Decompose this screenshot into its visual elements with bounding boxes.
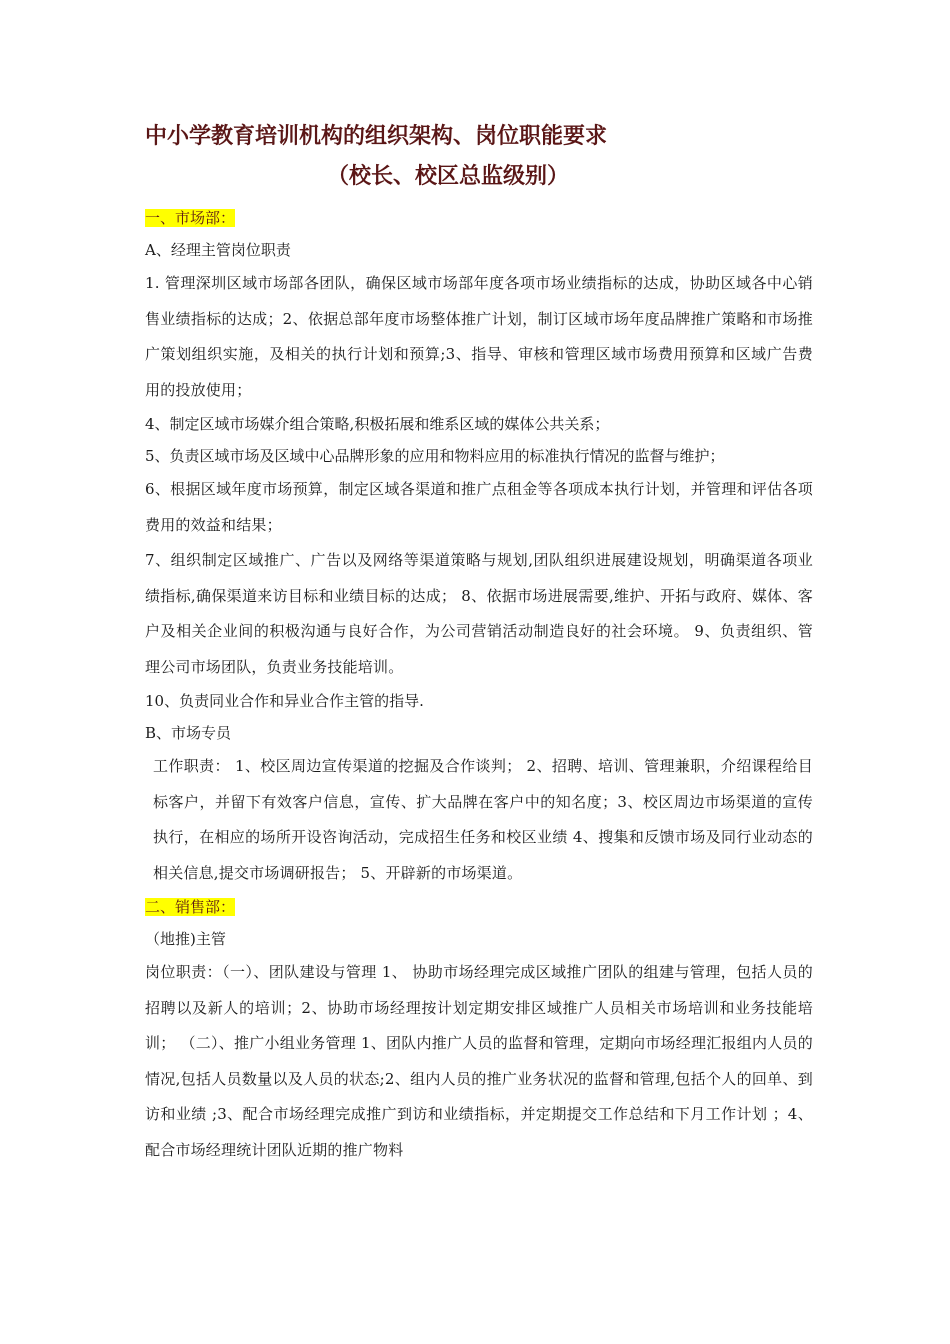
paragraph-specialist-duties: 工作职责： 1、校区周边宣传渠道的挖掘及合作谈判； 2、招聘、培训、管理兼职，介绍课程给目标客户，并留下有效客户信息，宣传、扩大品牌在客户中的知名度；3、校区周边市场渠道的宣传执行，在相应的场所开设咨询活动，完成招生任务和校区业绩 4、搜集和反馈市场及同行业动态的相关信息,提交市场调研报告； 5、开辟新的市场渠道。 <box>153 757 813 882</box>
document-subtitle: （校长、校区总监级别） <box>327 164 570 189</box>
document-page <box>145 118 813 1168</box>
subsection-title-manager: A、经理主管岗位职责 <box>145 241 291 259</box>
paragraph-duty-4: 4、制定区域市场媒介组合策略,积极拓展和维系区域的媒体公共关系； <box>145 415 610 433</box>
section-heading-marketing <box>145 202 813 234</box>
section-heading-sales <box>145 891 813 923</box>
subsection-title-specialist: B、市场专员 <box>145 724 232 742</box>
section-heading-sales-text: 二、销售部： <box>145 898 236 916</box>
paragraph-duty-6: 6、根据区域年度市场预算，制定区域各渠道和推广点租金等各项成本执行计划，并管理和评估各项费用的效益和结果； <box>145 480 813 534</box>
paragraph-manager-duties-1-3: 1. 管理深圳区域市场部各团队，确保区域市场部年度各项市场业绩指标的达成，协助区域各中心销售业绩指标的达成；2、依据总部年度市场整体推广计划，制订区域市场年度品牌推广策略和市场推广策划组织实施，及相关的执行计划和预算;3、指导、审核和管理区域市场费用预算和区域广告费用的投放使用； <box>145 274 813 399</box>
role-title-ground-promotion: （地推)主管 <box>145 930 226 948</box>
paragraph-sales-duties: 岗位职责：（一）、团队建设与管理 1、 协助市场经理完成区域推广团队的组建与管理，包括人员的招聘以及新人的培训；2、协助市场经理按计划定期安排区域推广人员相关市场培训和业务技能培训； （二）、推广小组业务管理 1、团队内推广人员的监督和管理，定期向市场经理汇报组内人员的情况,包括人员数量以及人员的状态;2、组内人员的推广业务状况的监督和管理,包括个人的回单、到访和业绩 ;3、配合市场经理完成推广到访和业绩指标，并定期提交工作总结和下月工作计划 ；4、配合市场经理统计团队近期的推广物料 <box>145 963 813 1159</box>
paragraph-duty-10: 10、负责同业合作和异业合作主管的指导. <box>145 692 424 710</box>
paragraph-duty-5: 5、负责区域市场及区域中心品牌形象的应用和物料应用的标准执行情况的监督与维护； <box>145 447 725 465</box>
section-heading-marketing-text: 一、市场部： <box>145 209 236 227</box>
paragraph-duty-7-9: 7、组织制定区域推广、广告以及网络等渠道策略与规划,团队组织进展建设规划，明确渠道各项业绩指标,确保渠道来访目标和业绩目标的达成； 8、依据市场进展需要,维护、开拓与政府、媒体、客户及相关企业间的积极沟通与良好合作，为公司营销活动制造良好的社会环境。 9、负责组织、管理公司市场团队，负责业务技能培训。 <box>145 551 813 676</box>
document-title: 中小学教育培训机构的组织架构、岗位职能要求 <box>145 124 608 149</box>
